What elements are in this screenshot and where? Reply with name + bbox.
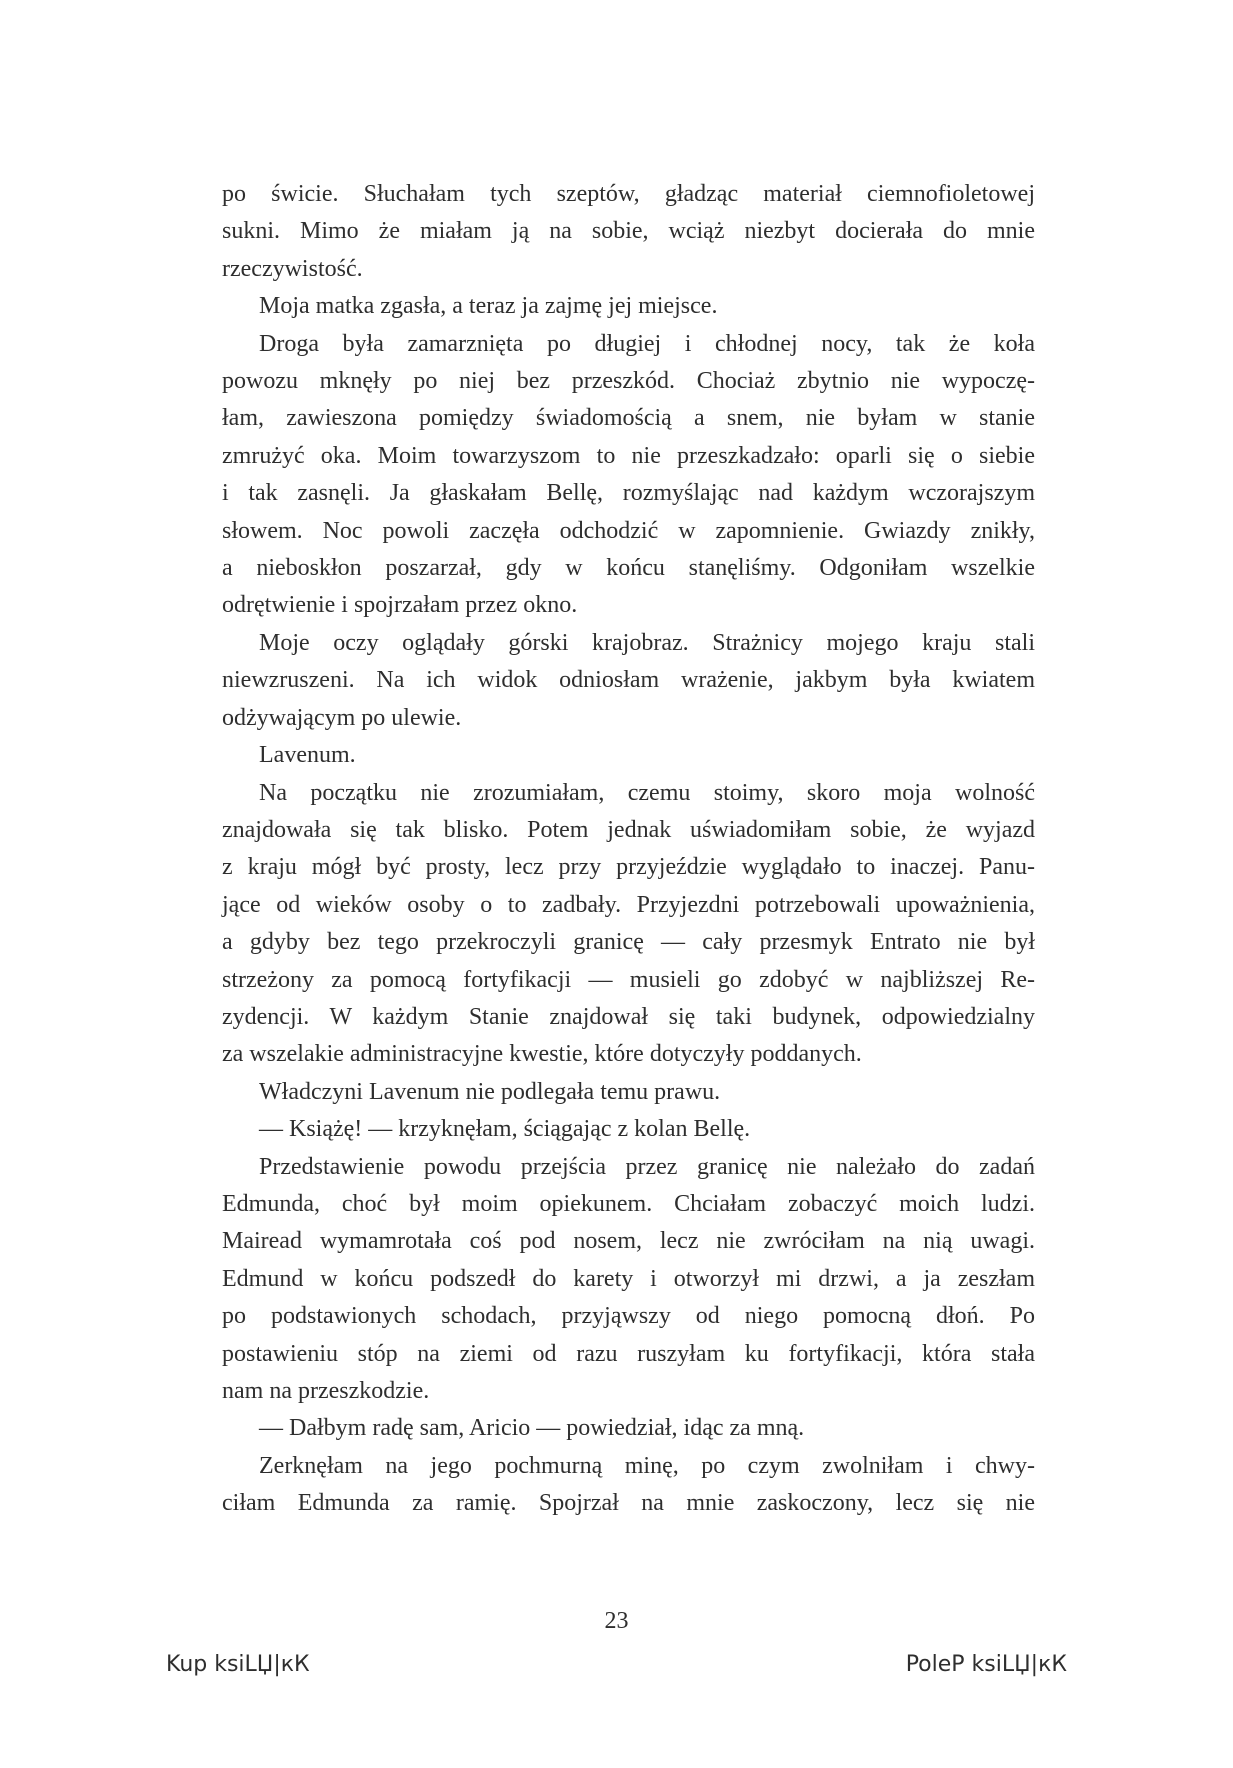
text-line: — Książę! — krzyknęłam, ściągając z kolan Bellę. xyxy=(259,1116,751,1143)
text-line: Lavenum. xyxy=(259,742,356,769)
text-line: Moja matka zgasła, a teraz ja zajmę jej miejsce. xyxy=(259,293,718,320)
text-line: Moje oczy oglądały górski krajobraz. Strażnicy mojego kraju stali xyxy=(259,629,1035,656)
text-line: odżywającym po ulewie. xyxy=(222,704,462,731)
text-line: po podstawionych schodach, przyjąwszy od niego pomocną dłoń. Po xyxy=(222,1303,1035,1330)
text-line: Edmunda, choć był moim opiekunem. Chciałam zobaczyć moich ludzi. xyxy=(222,1190,1035,1217)
text-line: Zerknęłam na jego pochmurną minę, po czym zwolniłam i chwy- xyxy=(259,1452,1035,1479)
text-line: niewzruszeni. Na ich widok odniosłam wrażenie, jakbym była kwiatem xyxy=(222,667,1035,694)
text-line: słowem. Noc powoli zaczęła odchodzić w zapomnienie. Gwiazdy znikły, xyxy=(222,517,1035,544)
text-line: zmrużyć oka. Moim towarzyszom to nie przeszkadzało: oparli się o siebie xyxy=(222,442,1035,469)
text-line: Władczyni Lavenum nie podlegała temu prawu. xyxy=(259,1078,721,1105)
text-line: i tak zasnęli. Ja głaskałam Bellę, rozmyślając nad każdym wczorajszym xyxy=(222,480,1035,507)
footer-recommend-link[interactable]: PoleP ksiLЏ|кК xyxy=(905,1652,1067,1677)
text-line: odrętwienie i spojrzałam przez okno. xyxy=(222,592,578,619)
text-line: Edmund w końcu podszedł do karety i otworzył mi drzwi, a ja zeszłam xyxy=(222,1265,1035,1292)
text-line: za wszelakie administracyjne kwestie, które dotyczyły poddanych. xyxy=(222,1041,862,1068)
text-line: sukni. Mimo że miałam ją na sobie, wciąż niezbyt docierała do mnie xyxy=(222,218,1035,245)
text-line: a gdyby bez tego przekroczyli granicę — cały przesmyk Entrato nie był xyxy=(222,929,1035,956)
text-line: Przedstawienie powodu przejścia przez granicę nie należało do zadań xyxy=(259,1153,1035,1180)
text-line: — Dałbym radę sam, Aricio — powiedział, idąc za mną. xyxy=(259,1415,805,1442)
body-text xyxy=(222,176,1035,1523)
text-line: z kraju mógł być prosty, lecz przy przyjeździe wyglądało to inaczej. Panu- xyxy=(222,854,1035,881)
text-line: jące od wieków osoby o to zadbały. Przyjezdni potrzebowali upoważnienia, xyxy=(222,891,1035,918)
text-line: ciłam Edmunda za ramię. Spojrzał na mnie zaskoczony, lecz się nie xyxy=(222,1490,1035,1517)
text-line: znajdowała się tak blisko. Potem jednak uświadomiłam sobie, że wyjazd xyxy=(222,816,1035,843)
text-line: a nieboskłon poszarzał, gdy w końcu stanęliśmy. Odgoniłam wszelkie xyxy=(222,555,1035,582)
text-line: Mairead wymamrotała coś pod nosem, lecz nie zwróciłam na nią uwagi. xyxy=(222,1228,1035,1255)
text-line: nam na przeszkodzie. xyxy=(222,1378,430,1404)
footer-buy-link[interactable]: Kup ksiLЏ|кК xyxy=(166,1652,310,1677)
page-number: 23 xyxy=(604,1608,629,1634)
text-line: Na początku nie zrozumiałam, czemu stoimy, skoro moja wolność xyxy=(259,779,1035,806)
text-line: po świcie. Słuchałam tych szeptów, gładząc materiał ciemnofioletowej xyxy=(222,181,1035,207)
text-line: strzeżony za pomocą fortyfikacji — musieli go zdobyć w najbliższej Re- xyxy=(222,966,1035,993)
text-line: powozu mknęły po niej bez przeszkód. Chociaż zbytnio nie wypoczę- xyxy=(222,368,1035,395)
text-line: zydencji. W każdym Stanie znajdował się taki budynek, odpowiedzialny xyxy=(222,1003,1035,1030)
text-line: łam, zawieszona pomiędzy świadomością a snem, nie byłam w stanie xyxy=(222,405,1035,432)
text-line: postawieniu stóp na ziemi od razu ruszyłam ku fortyfikacji, która stała xyxy=(222,1340,1035,1367)
text-line: Droga była zamarznięta po długiej i chłodnej nocy, tak że koła xyxy=(259,330,1035,357)
text-line: rzeczywistość. xyxy=(222,255,363,282)
